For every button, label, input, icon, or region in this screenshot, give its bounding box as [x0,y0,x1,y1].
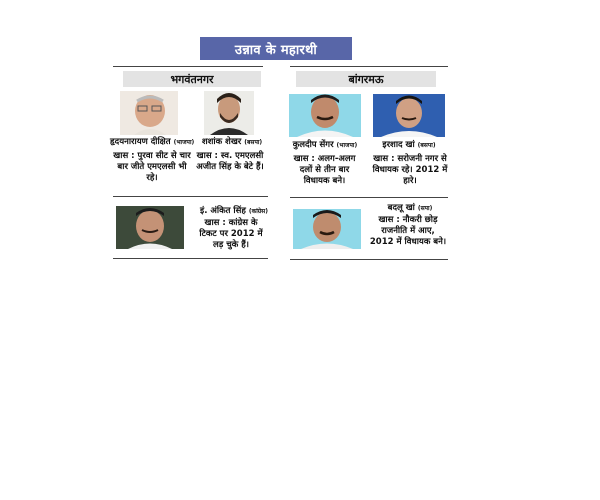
candidate-name: बदलू खां (सपा) [387,203,433,213]
section-divider [290,197,448,198]
portrait-photo [293,209,361,249]
candidate-description: खास : सरोजनी नगर से विधायक रहे। 2012 में हारे। [372,154,448,186]
candidate-name: इरशाद खां (बसपा) [382,140,436,150]
portrait-photo [289,94,361,137]
portrait-photo [116,206,184,249]
candidate-description: खास : पुरवा सीट से चार बार जीते एमएलसी भी रहे। [113,151,191,183]
section-heading-bhagwantnagar: भगवंतनगर [123,71,261,87]
candidate-name: शशांक शेखर (बसपा) [201,137,263,147]
portrait-photo [120,91,178,135]
section-divider [113,196,268,197]
candidate-description: खास : स्व. एमएलसी अजीत सिंह के बेटे हैं। [196,151,264,172]
section-divider [113,258,268,259]
candidate-description: खास : अलग-अलग दलों से तीन बार विधायक बने। [293,154,356,186]
section-divider [113,66,263,67]
section-divider [290,259,448,260]
candidate-description: खास : कांग्रेस के टिकट पर 2012 में लड़ चुके हैं। [199,218,263,250]
section-divider [290,66,448,67]
portrait-photo [204,91,254,135]
candidate-description: खास : नौकरी छोड़ राजनीति में आए, 2012 में विधायक बने। [369,215,447,247]
portrait-photo [373,94,445,137]
page-title: उन्नाव के महारथी [200,37,352,60]
candidate-name: कुलदीप सेंगर (भाजपा) [292,140,358,150]
candidate-name: हृदयनारायण दीक्षित (भाजपा) [110,137,195,147]
candidate-name: इं. अंकित सिंह (कांग्रेस) [200,206,268,216]
section-heading-bangarmau: बांगरमऊ [296,71,436,87]
